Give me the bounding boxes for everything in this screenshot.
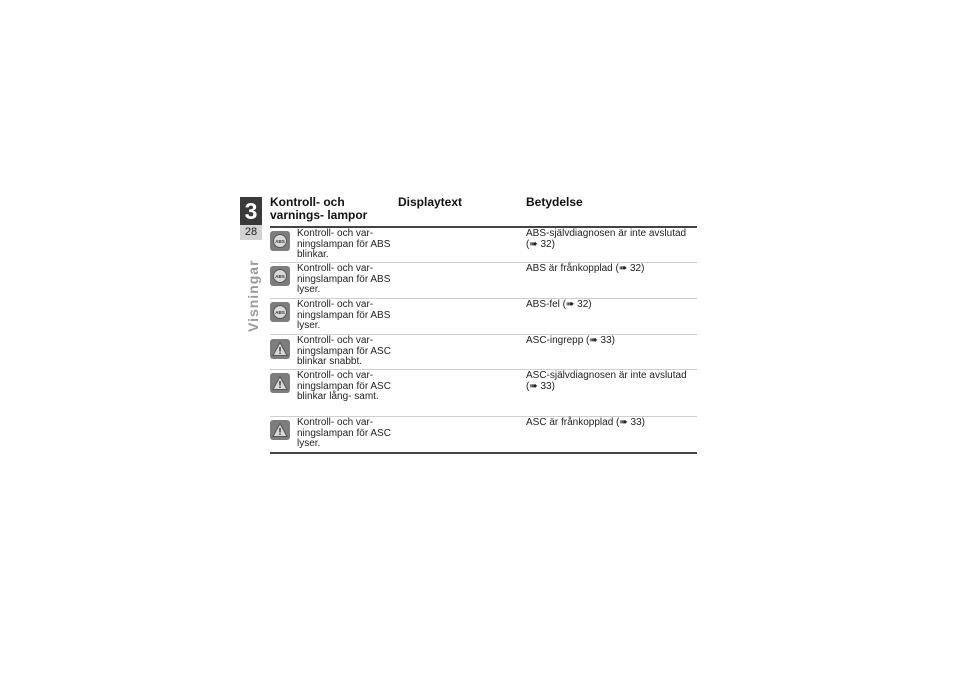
abs-warning-light-icon xyxy=(270,302,290,322)
row-description: Kontroll- och var- ningslampan för ASC lyser. xyxy=(297,417,391,449)
asc-warning-light-icon xyxy=(270,420,290,440)
table-row xyxy=(270,263,697,299)
table-row xyxy=(270,335,697,370)
abs-warning-light-icon xyxy=(270,231,290,251)
svg-text:ABS: ABS xyxy=(275,310,285,315)
row-description: Kontroll- och var- ningslampan för ABS lyser. xyxy=(297,263,391,295)
chapter-number: 3 xyxy=(240,197,262,225)
row-meaning: ASC-självdiagnosen är inte avslutad (➠ 33) xyxy=(526,370,687,392)
table-row xyxy=(270,417,697,454)
row-description: Kontroll- och var- ningslampan för ABS blinkar. xyxy=(297,228,391,260)
row-meaning: ASC-ingrepp (➠ 33) xyxy=(526,335,615,346)
page-number: 28 xyxy=(240,225,262,240)
header-meaning: Betydelse xyxy=(526,195,583,209)
table-row xyxy=(270,299,697,335)
row-meaning: ABS-självdiagnosen är inte avslutad (➠ 32) xyxy=(526,228,687,250)
table-row xyxy=(270,370,697,417)
header-warning-lights: Kontroll- och varnings- lampor xyxy=(270,195,368,222)
row-description: Kontroll- och var- ningslampan för ASC blinkar lång- samt. xyxy=(297,370,391,402)
row-meaning: ASC är frånkopplad (➠ 33) xyxy=(526,417,645,428)
row-meaning: ABS-fel (➠ 32) xyxy=(526,299,592,310)
row-description: Kontroll- och var- ningslampan för ASC blinkar snabbt. xyxy=(297,335,391,367)
table-row xyxy=(270,228,697,263)
row-description: Kontroll- och var- ningslampan för ABS lyser. xyxy=(297,299,391,331)
asc-warning-light-icon xyxy=(270,373,290,393)
svg-text:ABS: ABS xyxy=(275,239,285,244)
svg-text:ABS: ABS xyxy=(275,274,285,279)
abs-warning-light-icon xyxy=(270,266,290,286)
header-display-text: Displaytext xyxy=(398,195,463,209)
section-label: Visningar xyxy=(245,259,261,332)
asc-warning-light-icon xyxy=(270,339,290,359)
row-meaning: ABS är frånkopplad (➠ 32) xyxy=(526,263,645,274)
